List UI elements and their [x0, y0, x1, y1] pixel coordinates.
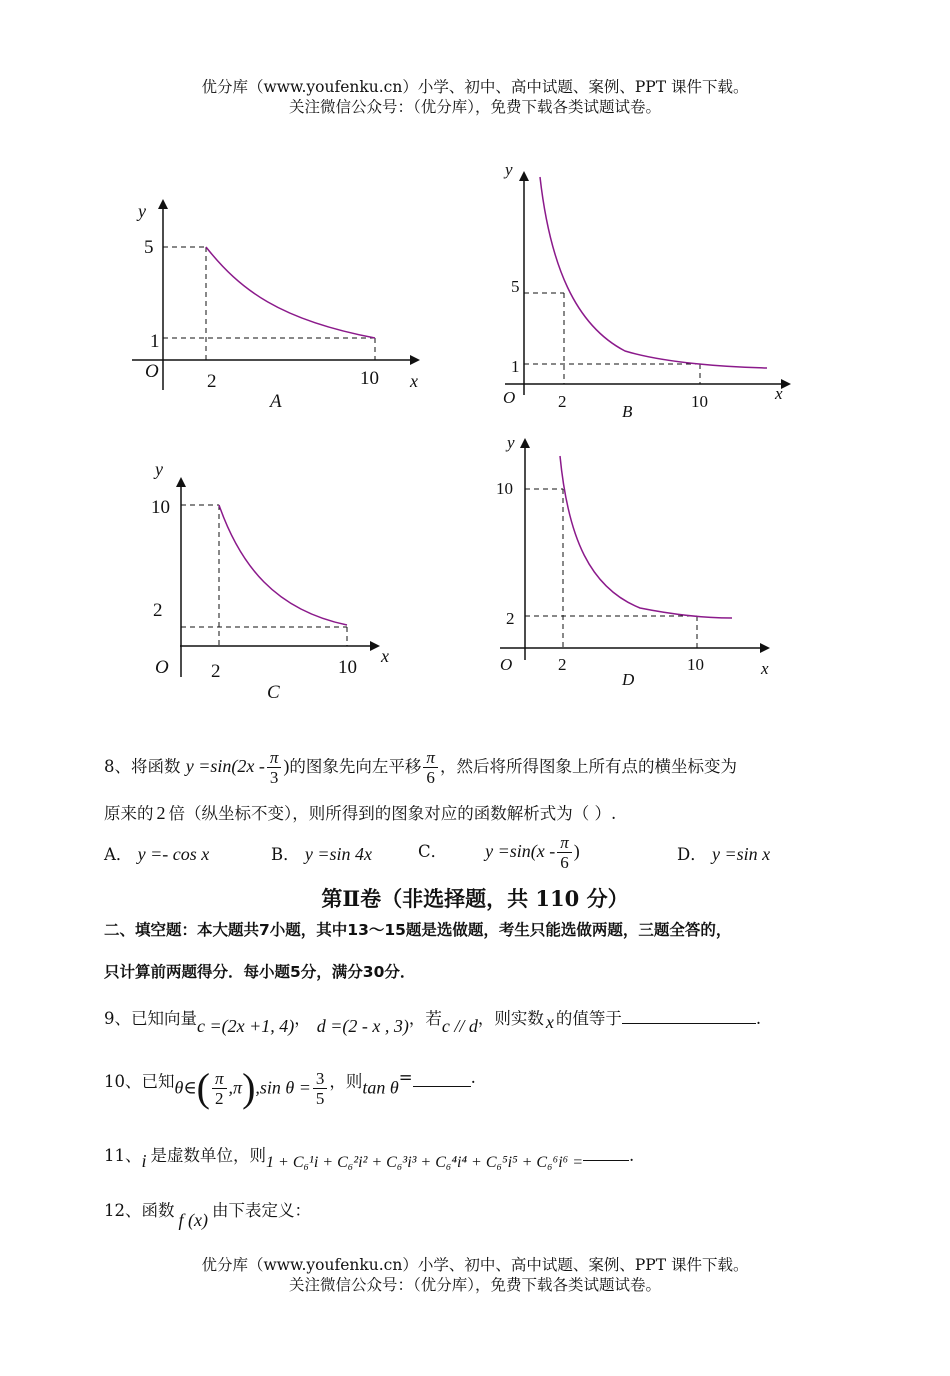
x-tick-10: 10 — [687, 655, 704, 674]
q8-option-a: A． y =- cos x — [104, 844, 210, 864]
header-line-1: 优分库（www.youfenku.cn）小学、初中、高中试题、案例、PPT 课件下载。 — [201, 78, 749, 96]
graph-caption: C — [267, 682, 280, 703]
graph-caption: B — [622, 402, 633, 421]
origin-label: O — [145, 361, 159, 382]
question-8-line-1: 8、将函数 y =sin(2x - $\frac{\pi}{3}$ )的图象先向左平移 $\frac{\pi}{6}$ ，然后将所得图象上所有点的横坐标变为 — [104, 748, 737, 787]
curve — [206, 247, 375, 338]
origin-label: O — [500, 655, 513, 674]
curve — [540, 177, 767, 368]
y-tick-10: 10 — [151, 497, 170, 518]
q8-prefix: 8、将函数 — [104, 757, 181, 776]
q9-vector-c: c =(2x +1, 4) — [197, 1016, 295, 1036]
x-tick-2: 2 — [207, 371, 217, 392]
q10-answer-blank[interactable] — [413, 1068, 471, 1087]
q8-mid: 的图象先向左平移 — [289, 757, 422, 776]
y-tick-2: 2 — [506, 609, 515, 628]
x-tick-10: 10 — [360, 368, 379, 389]
graph-c — [145, 455, 415, 705]
x-axis-label: x — [775, 384, 783, 403]
origin-label: O — [155, 657, 169, 678]
q11-answer-blank[interactable] — [583, 1150, 629, 1161]
x-axis-label: x — [381, 646, 389, 666]
question-10: 10、已知θ∈( $\frac{\pi}{2}$ ,π),sin θ = $\frac{3}{5}$ ，则tan θ= . — [104, 1065, 476, 1110]
q8-option-c: C． y =sin(x - $\frac{\pi}{6}$ ) — [418, 833, 580, 872]
q9-answer-blank[interactable] — [622, 1023, 756, 1024]
q8-suffix: ，然后将所得图象上所有点的横坐标变为 — [439, 757, 737, 776]
y-axis-label: y — [505, 160, 513, 179]
q9-vector-d: d =(2 - x , 3) — [316, 1016, 409, 1036]
graph-caption: D — [622, 670, 635, 689]
curve — [219, 505, 347, 625]
question-11: 11、i 是虚数单位，则1 + C₆¹i + C₆²i² + C₆³i³ + C₆⁴i⁴ + C₆⁵i⁵ + C₆⁶i⁶ = . — [104, 1146, 635, 1171]
y-arrow — [158, 199, 168, 209]
y-arrow — [176, 477, 186, 487]
x-tick-2: 2 — [211, 661, 221, 682]
graph-caption: A — [270, 391, 282, 412]
x-arrow — [760, 643, 770, 653]
question-9: 9、已知向量c =(2x +1, 4)， d =(2 - x , 3)，若c // d，则实数 x 的值等于 . — [104, 1009, 762, 1036]
origin-label: O — [503, 388, 516, 407]
footer-line-2: 关注微信公众号：（优分库），免费下载各类试题试卷。 — [288, 1276, 661, 1294]
y-axis-label: y — [155, 459, 163, 479]
q8-fraction-2: $\frac{\pi}{6}$ — [423, 748, 438, 787]
q11-expression: 1 + C₆¹i + C₆²i² + C₆³i³ + C₆⁴i⁴ + C₆⁵i⁵ + C₆⁶i⁶ = — [266, 1154, 584, 1171]
y-tick-10: 10 — [496, 479, 513, 498]
graph-a — [120, 195, 440, 415]
x-axis-label: x — [761, 659, 769, 678]
graph-d — [490, 428, 790, 698]
y-tick-1: 1 — [150, 331, 160, 352]
header-line-2: 关注微信公众号：（优分库），免费下载各类试题试卷。 — [288, 98, 661, 116]
x-tick-2: 2 — [558, 392, 567, 411]
y-axis-label: y — [138, 201, 146, 221]
footer-line-1: 优分库（www.youfenku.cn）小学、初中、高中试题、案例、PPT 课件下载。 — [201, 1256, 749, 1274]
y-axis-label: y — [507, 433, 515, 452]
x-tick-10: 10 — [338, 657, 357, 678]
y-tick-5: 5 — [144, 237, 154, 258]
x-tick-10: 10 — [691, 392, 708, 411]
y-arrow — [520, 438, 530, 448]
question-8-line-2: 原来的 2 倍（纵坐标不变），则所得到的图象对应的函数解析式为（ ）. — [104, 803, 617, 823]
x-axis-label: x — [410, 371, 418, 391]
curve — [560, 456, 732, 618]
q8-function: y =sin(2x - — [185, 756, 265, 776]
section-2-intro-1: 二、填空题：本大题共7小题，其中13～15题是选做题，考生只能选做两题，三题全答的， — [104, 921, 732, 939]
section-2-title: 第Ⅱ卷（非选择题，共 110 分） — [321, 886, 629, 911]
q9-condition: c // d — [441, 1016, 478, 1036]
q8-fraction-1: $\frac{\pi}{3}$ — [267, 748, 282, 787]
question-12: 12、函数 f (x) 由下表定义： — [104, 1201, 311, 1230]
x-arrow — [370, 641, 380, 651]
x-tick-2: 2 — [558, 655, 567, 674]
graph-b — [495, 155, 805, 425]
q8-option-d: D． y =sin x — [677, 844, 771, 864]
y-tick-1: 1 — [511, 357, 520, 376]
section-2-intro-2: 只计算前两题得分．每小题5分，满分30分． — [104, 963, 416, 981]
y-arrow — [519, 171, 529, 181]
y-tick-2: 2 — [153, 600, 163, 621]
x-arrow — [410, 355, 420, 365]
y-tick-5: 5 — [511, 277, 520, 296]
q8-option-b: B． y =sin 4x — [271, 844, 373, 864]
